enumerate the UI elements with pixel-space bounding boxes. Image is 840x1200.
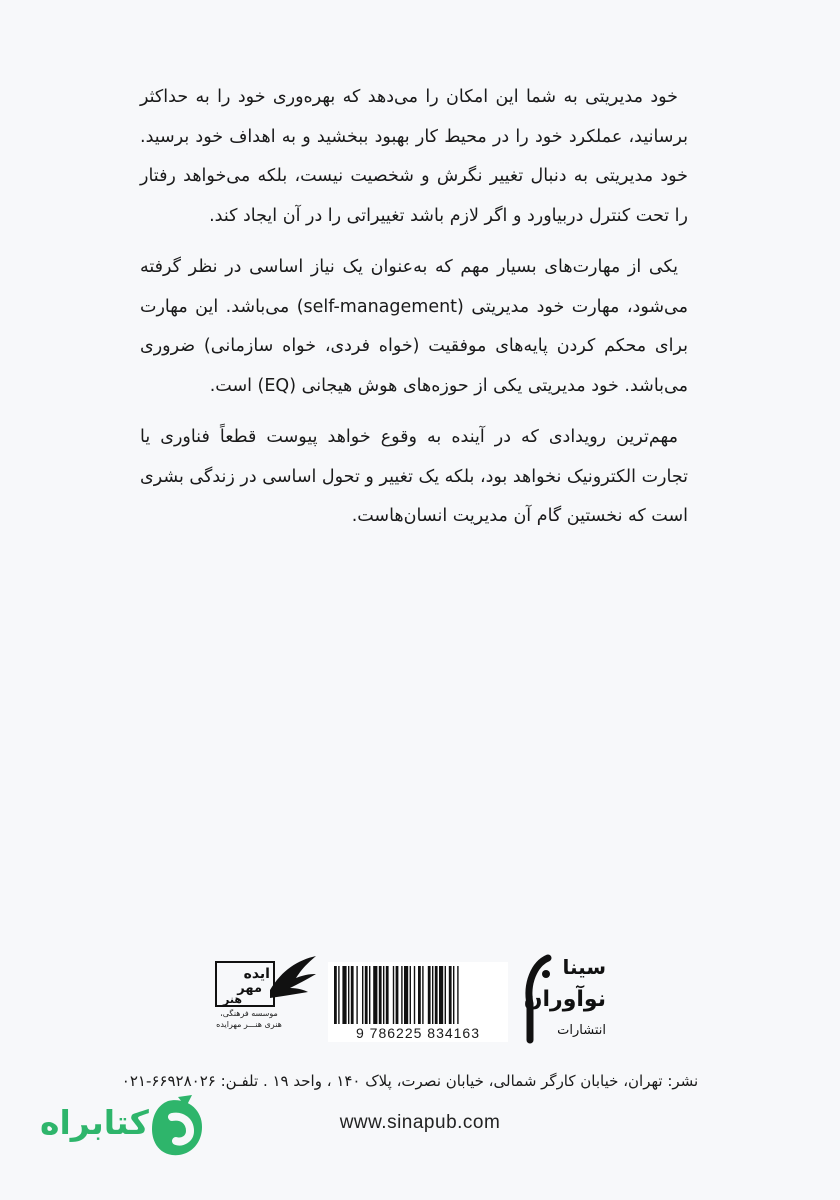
website-link[interactable]: www.sinapub.com [339, 1112, 501, 1133]
blurb-paragraph-3: مهم‌ترین رویدادی که در آینده به وقوع خواهد پیوست قطعاً فناوری یا تجارت الکترونیک نخواهد بود، بلکه یک تغییر و تحول اساسی در زندگی بشری است که نخستین گام آن مدیریت انسان‌هاست. [140, 427, 688, 526]
publisher-logo-label: انتشارات [557, 1023, 606, 1038]
blurb-paragraph-2: یکی از مهارت‌های بسیار مهم که به‌عنوان یک نیاز اساسی در نظر گرفته می‌شود، مهارت خود مدیریتی (self-management) می‌باشد. این مهارت برای محکم کردن پایه‌های موفقیت (خواه فردی، خواه سازمانی) ضروری می‌باشد. خود مدیریتی یکی از حوزه‌های هوش هیجانی (EQ) است. [140, 257, 689, 396]
ketabrah-wordmark: کتابراه [40, 1103, 149, 1142]
publisher-address: نشر: تهران، خیابان کارگر شمالی، خیابان نصرت، پلاک ۱۴۰ ، واحد ۱۹ . تلفـن: ۶۶۹۲۸۰۲۶-۰۲۱ [121, 1072, 699, 1090]
ketabrah-icon [148, 1095, 206, 1163]
logo-strip [0, 940, 840, 1050]
partner-logo-word-3: هنر [223, 993, 242, 1006]
sina-publisher-logo [520, 944, 612, 1044]
mehr-ideh-logo [212, 950, 320, 1042]
partner-logo-subtitle: موسسه فرهنگی، هنری هنـــر مهرایده [216, 1009, 282, 1029]
isbn-barcode [328, 962, 508, 1042]
partner-logo-word-2: مهر [237, 981, 262, 996]
blurb-paragraph-1: خود مدیریتی به شما این امکان را می‌دهد که بهره‌وری خود را به حداکثر برسانید، عملکرد خود را در محیط کار بهبود ببخشید و به اهداف خود برسید. خود مدیریتی به دنبال تغییر نگرش و شخصیت نیست، بلکه می‌خواهد رفتار را تحت کنترل دربیاورد و اگر لازم باشد تغییراتی را در آن ایجاد کند. [140, 87, 688, 226]
ketabrah-brand-logo [40, 1095, 220, 1159]
publisher-logo-name: سینا [562, 955, 606, 979]
publisher-logo-tagline: نوآوران [523, 987, 606, 1012]
partner-logo-word-1: ایده [243, 966, 270, 982]
blurb-text [140, 78, 688, 549]
isbn-number: 9 786225 834163 [328, 1025, 508, 1041]
